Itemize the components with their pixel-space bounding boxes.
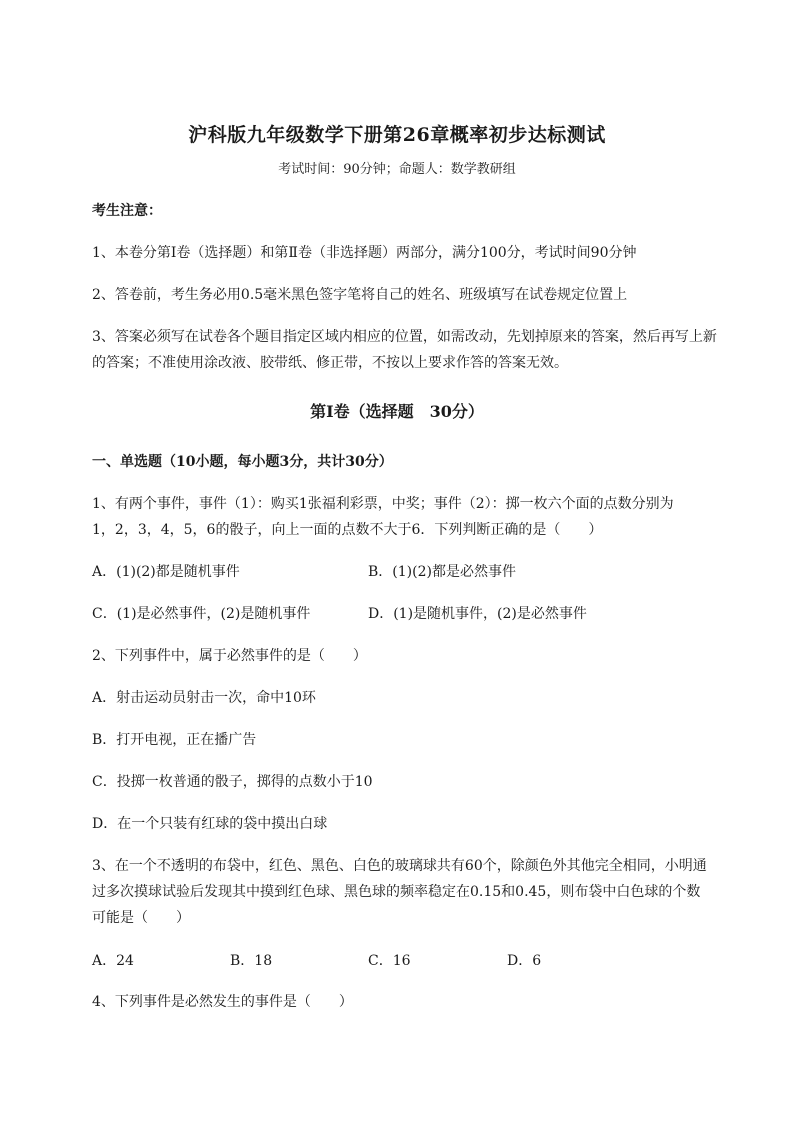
q3-option-c: C．16 [368,953,411,969]
notice-item-3-line-2: 的答案；不准使用涂改液、胶带纸、修正带，不按以上要求作答的答案无效。 [92,355,568,371]
q3-option-b: B．18 [230,953,273,969]
q3-option-a: A．24 [92,953,134,969]
q2-option-d: D．在一个只装有红球的袋中摸出白球 [92,816,328,832]
q3-stem-line-1: 3、在一个不透明的布袋中，红色、黑色、白色的玻璃球共有60个，除颜色外其他完全相同，小明通 [92,858,707,874]
notice-item-2: 2、答卷前，考生务必用0.5毫米黑色签字笔将自己的姓名、班级填写在试卷规定位置上 [92,287,628,303]
q2-option-a: A．射击运动员射击一次，命中10环 [92,690,316,706]
q1-stem-line-1: 1、有两个事件，事件（1）：购买1张福利彩票，中奖；事件（2）：掷一枚六个面的点数分别为 [92,496,674,512]
q4-stem: 4、下列事件是必然发生的事件是（ ） [92,994,353,1010]
q2-option-c: C．投掷一枚普通的骰子，掷得的点数小于10 [92,774,373,790]
notice-heading: 考生注意： [92,203,162,219]
q3-stem-line-3: 可能是（ ） [92,910,190,926]
part-heading: 一、单选题（10小题，每小题3分，共计30分） [92,454,393,470]
q2-stem: 2、下列事件中，属于必然事件的是（ ） [92,648,367,664]
q1-option-c: C．(1)是必然事件，(2)是随机事件 [92,606,311,622]
q1-option-d: D．(1)是随机事件，(2)是必然事件 [368,606,587,622]
exam-info: 考试时间：90分钟；命题人：数学教研组 [278,162,516,177]
notice-item-1: 1、本卷分第I卷（选择题）和第Ⅱ卷（非选择题）两部分，满分100分，考试时间90分钟 [92,245,637,261]
q3-stem-line-2: 过多次摸球试验后发现其中摸到红色球、黑色球的频率稳定在0.15和0.45，则布袋中白色球的个数 [92,884,701,900]
q1-option-a: A．(1)(2)都是随机事件 [92,564,240,580]
q2-option-b: B．打开电视，正在播广告 [92,732,257,748]
q1-option-b: B．(1)(2)都是必然事件 [368,564,516,580]
notice-item-3-line-1: 3、答案必须写在试卷各个题目指定区域内相应的位置，如需改动，先划掉原来的答案，然后再写上新 [92,329,717,345]
q1-stem-line-2: 1，2，3，4，5，6的骰子，向上一面的点数不大于6．下列判断正确的是（ ） [92,522,603,538]
section-title: 第I卷（选择题 30分） [310,402,484,421]
q3-option-d: D．6 [507,953,542,969]
page-title: 沪科版九年级数学下册第26章概率初步达标测试 [188,124,606,146]
